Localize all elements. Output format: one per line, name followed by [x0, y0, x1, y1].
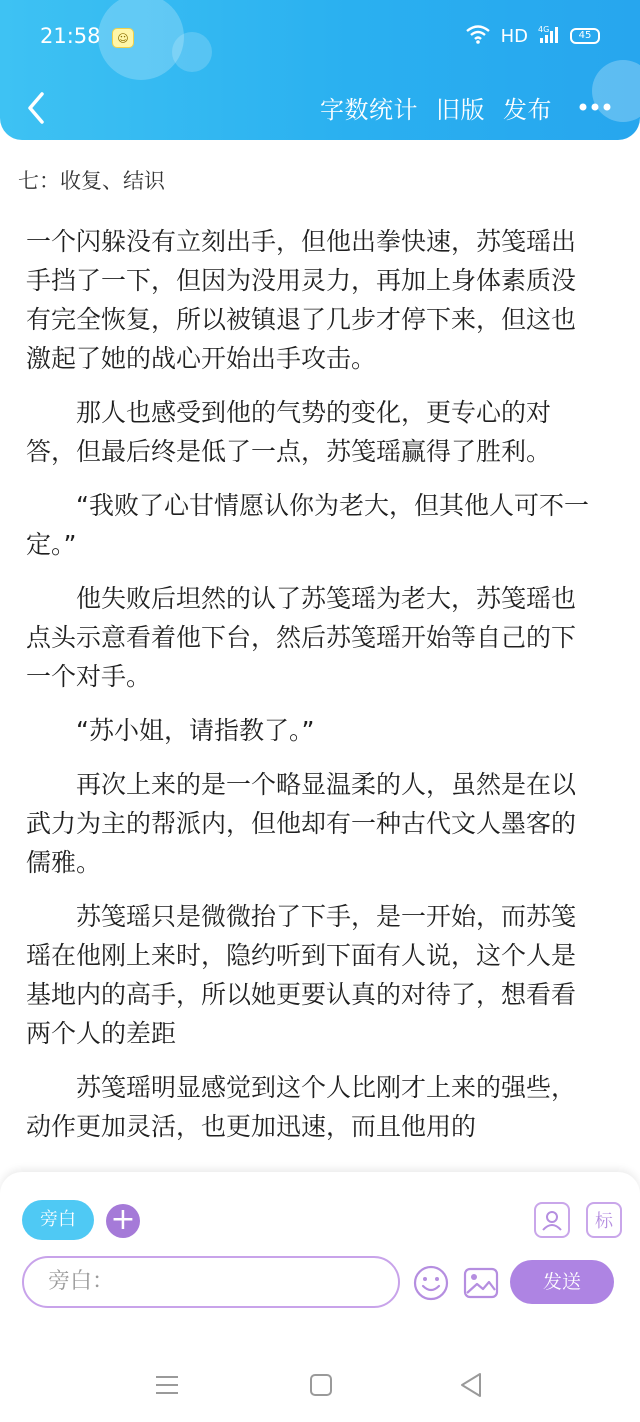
status-time: 21:58 — [40, 24, 101, 48]
paragraph: 一个闪躲没有立刻出手，但他出拳快速，苏笺瑶出手挡了一下，但因为没用灵力，再加上身体素质没有完全恢复，所以被镇退了几步才停下来，但这也激起了她的战心开始出手攻击。 — [26, 227, 577, 373]
old-version-button[interactable]: 旧版 — [436, 95, 485, 124]
paragraph: “苏小姐，请指教了。” — [76, 716, 315, 745]
send-button[interactable]: 发送 — [510, 1260, 614, 1304]
square-home-icon — [306, 1370, 336, 1400]
role-selector-chip[interactable]: 旁白 — [22, 1200, 94, 1240]
status-icons — [465, 24, 600, 48]
paragraph: 他失败后坦然的认了苏笺瑶为老大，苏笺瑶也点头示意看着他下台，然后苏笺瑶开始等自己的下一个对手。 — [26, 584, 577, 691]
system-navigation-bar — [0, 1344, 640, 1422]
chevron-left-icon — [18, 88, 54, 128]
menu-lines-icon — [152, 1370, 182, 1400]
word-count-button[interactable]: 字数统计 — [320, 95, 418, 124]
add-role-button[interactable]: + — [106, 1204, 140, 1238]
person-icon — [540, 1208, 564, 1232]
image-button[interactable] — [462, 1264, 500, 1302]
back-button[interactable] — [18, 88, 54, 128]
more-options-button[interactable] — [576, 88, 614, 126]
paragraph: “我败了心甘情愿认你为老大，但其他人可不一定。” — [26, 491, 589, 559]
home-button[interactable] — [306, 1370, 336, 1400]
signal-icon — [538, 24, 560, 48]
smiley-icon — [412, 1264, 450, 1302]
triangle-back-icon — [456, 1370, 486, 1400]
composer-panel — [0, 1172, 640, 1344]
top-app-bar — [0, 0, 640, 140]
image-icon — [462, 1264, 500, 1302]
tag-button[interactable]: 标 — [586, 1202, 622, 1238]
emoji-button[interactable] — [412, 1264, 450, 1302]
paragraph: 再次上来的是一个略显温柔的人，虽然是在以武力为主的帮派内，但他却有一种古代文人墨客的儒雅。 — [26, 770, 577, 877]
notification-app-icon: ☺ — [112, 28, 134, 48]
recent-apps-button[interactable] — [152, 1370, 182, 1400]
paragraph: 苏笺瑶明显感觉到这个人比刚才上来的强些，动作更加灵活，也更加迅速，而且他用的 — [26, 1073, 577, 1141]
network-type-label: HD — [500, 25, 528, 47]
decor-bubble — [98, 0, 184, 80]
header-actions — [320, 88, 614, 126]
publish-button[interactable]: 发布 — [503, 95, 552, 124]
svg-text:4G: 4G — [538, 25, 550, 34]
paragraph: 苏笺瑶只是微微抬了下手，是一开始，而苏笺瑶在他刚上来时，隐约听到下面有人说，这个人是基地内的高手，所以她更要认真的对待了，想看看两个人的差距 — [26, 902, 577, 1048]
wifi-icon — [465, 24, 491, 48]
more-dots-icon — [578, 102, 612, 112]
decor-bubble — [172, 32, 212, 72]
system-back-button[interactable] — [456, 1370, 486, 1400]
character-button[interactable] — [534, 1202, 570, 1238]
article-body[interactable] — [26, 222, 598, 1172]
chapter-title: 七：收复、结识 — [18, 169, 165, 193]
battery-icon: 45 — [570, 28, 600, 44]
message-input[interactable]: 旁白： — [22, 1256, 400, 1308]
paragraph: 那人也感受到他的气势的变化，更专心的对答，但最后终是低了一点，苏笺瑶赢得了胜利。 — [26, 398, 552, 466]
